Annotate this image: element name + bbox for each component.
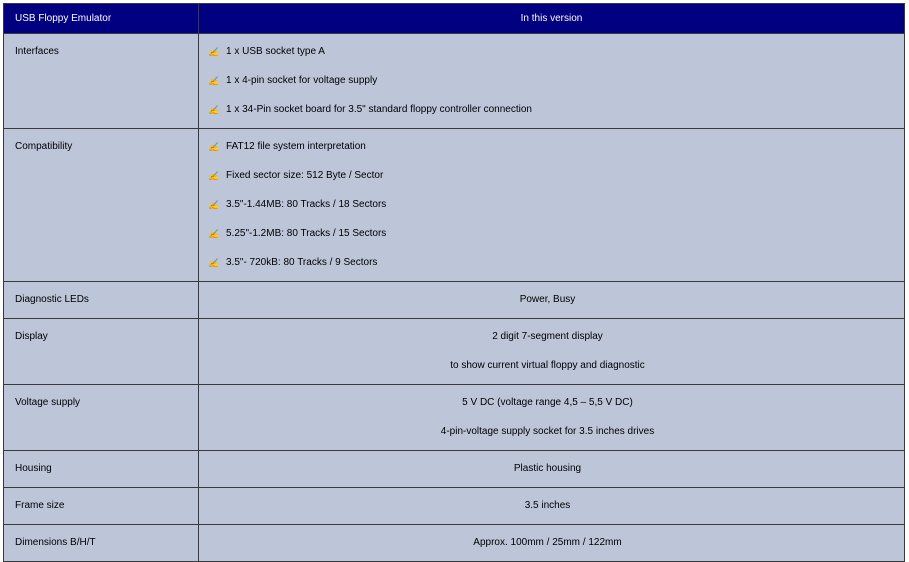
pen-bullet-icon: ✍ bbox=[208, 142, 220, 152]
row-label: Voltage supply bbox=[4, 385, 199, 451]
row-label: Display bbox=[4, 319, 199, 385]
row-value bbox=[199, 282, 905, 319]
bullet-item bbox=[199, 104, 896, 116]
table-row bbox=[4, 488, 905, 525]
row-label: Frame size bbox=[4, 488, 199, 525]
value-line: 2 digit 7-segment display bbox=[492, 331, 603, 342]
table-row bbox=[4, 385, 905, 451]
pen-bullet-icon: ✍ bbox=[208, 258, 220, 268]
value-line: 3.5 inches bbox=[524, 500, 571, 511]
table-row bbox=[4, 129, 905, 282]
row-label: Housing bbox=[4, 451, 199, 488]
pen-bullet-icon: ✍ bbox=[208, 47, 220, 57]
bullet-item bbox=[199, 228, 896, 257]
header-product: USB Floppy Emulator bbox=[4, 4, 199, 34]
bullet-text: 1 x 4-pin socket for voltage supply bbox=[226, 75, 378, 86]
row-label: Dimensions B/H/T bbox=[4, 525, 199, 562]
value-line: to show current virtual floppy and diagnostic bbox=[450, 360, 645, 371]
bullet-item bbox=[199, 257, 896, 269]
table-row bbox=[4, 282, 905, 319]
row-label: Compatibility bbox=[4, 129, 199, 282]
row-value bbox=[199, 129, 905, 282]
bullet-item bbox=[199, 46, 896, 75]
spec-table bbox=[3, 3, 905, 562]
bullet-item bbox=[199, 141, 896, 170]
bullet-item bbox=[199, 75, 896, 104]
bullet-text: 1 x USB socket type A bbox=[226, 46, 325, 57]
value-line: Power, Busy bbox=[519, 294, 576, 305]
row-value bbox=[199, 385, 905, 451]
table-body bbox=[4, 34, 905, 562]
table-row bbox=[4, 319, 905, 385]
table-row bbox=[4, 451, 905, 488]
pen-bullet-icon: ✍ bbox=[208, 229, 220, 239]
value-line: 5 V DC (voltage range 4,5 – 5,5 V DC) bbox=[462, 397, 633, 408]
row-value bbox=[199, 488, 905, 525]
table-row bbox=[4, 34, 905, 129]
header-version: In this version bbox=[199, 4, 905, 34]
value-line: 4-pin-voltage supply socket for 3.5 inches drives bbox=[440, 426, 655, 437]
row-value bbox=[199, 319, 905, 385]
table-row bbox=[4, 525, 905, 562]
table-header-row bbox=[4, 4, 905, 34]
bullet-item bbox=[199, 199, 896, 228]
pen-bullet-icon: ✍ bbox=[208, 76, 220, 86]
pen-bullet-icon: ✍ bbox=[208, 105, 220, 115]
pen-bullet-icon: ✍ bbox=[208, 171, 220, 181]
row-value bbox=[199, 451, 905, 488]
row-label: Interfaces bbox=[4, 34, 199, 129]
bullet-text: FAT12 file system interpretation bbox=[226, 141, 366, 152]
pen-bullet-icon: ✍ bbox=[208, 200, 220, 210]
bullet-text: 3.5"- 720kB: 80 Tracks / 9 Sectors bbox=[226, 257, 378, 268]
bullet-text: Fixed sector size: 512 Byte / Sector bbox=[226, 170, 384, 181]
row-value bbox=[199, 34, 905, 129]
bullet-text: 1 x 34-Pin socket board for 3.5" standard floppy controller connection bbox=[226, 104, 532, 115]
value-line: Plastic housing bbox=[513, 463, 582, 474]
row-value bbox=[199, 525, 905, 562]
row-label: Diagnostic LEDs bbox=[4, 282, 199, 319]
value-line: Approx. 100mm / 25mm / 122mm bbox=[473, 537, 622, 548]
bullet-text: 3.5"-1.44MB: 80 Tracks / 18 Sectors bbox=[226, 199, 387, 210]
bullet-item bbox=[199, 170, 896, 199]
bullet-text: 5.25"-1.2MB: 80 Tracks / 15 Sectors bbox=[226, 228, 387, 239]
